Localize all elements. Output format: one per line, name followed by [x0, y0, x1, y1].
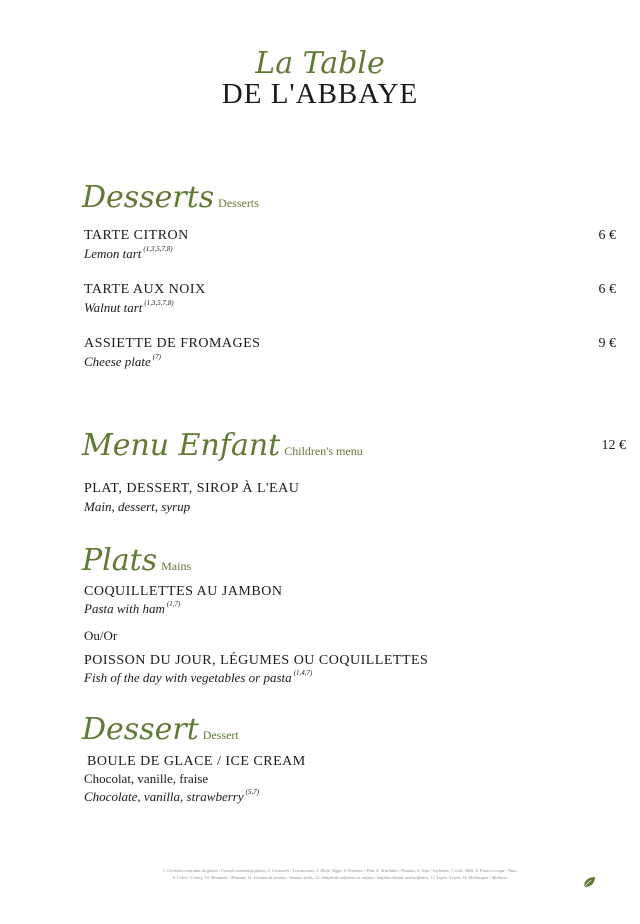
- plat-item-1-name: COQUILLETTES AU JAMBON: [84, 584, 283, 599]
- dessert-item-2-name: TARTE AUX NOIX: [84, 282, 206, 297]
- plat-item-2-desc-text: Fish of the day with vegetables or pasta: [84, 670, 292, 685]
- dessert-item-1-desc: [84, 246, 173, 262]
- dessert-item-3-price: 9 €: [598, 336, 616, 351]
- kids-menu-subtitle: Children's menu: [284, 444, 363, 458]
- kid-dessert-desc-en-text: Chocolate, vanilla, strawberry: [84, 789, 244, 804]
- dessert-item-1-allergens: (1,3,5,7,8): [143, 245, 173, 253]
- logo-script: La Table: [255, 46, 385, 81]
- desserts-heading: [82, 180, 259, 215]
- leaf-icon: [582, 874, 596, 888]
- allergen-legend-line-2: 9. Céleri / Celery, 10. Moutarde / Mustard, 11. Graines de sésame / Sesame seeds, 12. Anhydride sulfureux et sulfites / Sulphur dioxide and sulphites, 13. Lupin / Lupin, 14. Mollusques / Molluscs: [172, 875, 508, 880]
- dessert-item-3-allergens: (7): [152, 353, 161, 361]
- plat-item-1-desc: [84, 601, 180, 617]
- kids-menu-title: Menu Enfant: [82, 428, 281, 463]
- or-separator: Ou/Or: [84, 628, 118, 643]
- plats-subtitle: Mains: [161, 559, 192, 573]
- dessert-item-1-desc-text: Lemon tart: [84, 246, 142, 261]
- kid-dessert-heading: [82, 712, 239, 747]
- dessert-item-3-desc-text: Cheese plate: [84, 354, 151, 369]
- plat-item-1-desc-text: Pasta with ham: [84, 601, 165, 616]
- kid-dessert-title: Dessert: [82, 712, 199, 747]
- kid-dessert-desc-fr: Chocolat, vanille, fraise: [84, 771, 209, 786]
- kids-formula-name: PLAT, DESSERT, SIROP À L'EAU: [84, 481, 300, 496]
- logo-title: DE L'ABBAYE: [221, 78, 419, 110]
- dessert-item-2-desc-text: Walnut tart: [84, 300, 143, 315]
- kids-menu-price: 12 €: [601, 438, 626, 453]
- kid-dessert-subtitle: Dessert: [202, 728, 239, 742]
- dessert-item-1-name: TARTE CITRON: [84, 228, 189, 243]
- dessert-item-3-name: ASSIETTE DE FROMAGES: [84, 336, 261, 351]
- kid-dessert-allergens: (5,7): [245, 788, 260, 796]
- dessert-item-2-price: 6 €: [598, 282, 616, 297]
- kids-menu-heading: [82, 428, 363, 463]
- kids-formula-desc: Main, dessert, syrup: [84, 499, 191, 514]
- allergen-legend-line-1: 1. Céréales contenant du gluten / Cereals containing gluten, 2. Crustacés / Crustaceans, 3. Œufs / Eggs, 4. Poissons / Fish, 5. Arachides / Peanuts, 6. Soja / Soybeans, 7. Lait / Milk, 8. Fruits à coque / Nuts,: [162, 868, 518, 873]
- dessert-item-2-allergens: (1,3,5,7,8): [144, 299, 174, 307]
- plat-item-2-desc: [84, 670, 312, 686]
- desserts-subtitle: Desserts: [218, 196, 259, 210]
- plat-item-1-allergens: (1,7): [166, 600, 181, 608]
- plat-item-2-name: POISSON DU JOUR, LÉGUMES OU COQUILLETTES: [84, 653, 429, 668]
- plat-item-2-allergens: (1,4,7): [293, 669, 313, 677]
- plats-heading: [82, 543, 191, 578]
- dessert-item-3-desc: [84, 354, 161, 370]
- dessert-item-1-price: 6 €: [598, 228, 616, 243]
- kid-dessert-name: BOULE DE GLACE / ICE CREAM: [87, 754, 306, 769]
- dessert-item-2-desc: [84, 300, 174, 316]
- plats-title: Plats: [82, 543, 158, 578]
- desserts-title: Desserts: [82, 180, 215, 215]
- kid-dessert-desc-en: [84, 789, 259, 805]
- allergen-legend: [82, 867, 598, 881]
